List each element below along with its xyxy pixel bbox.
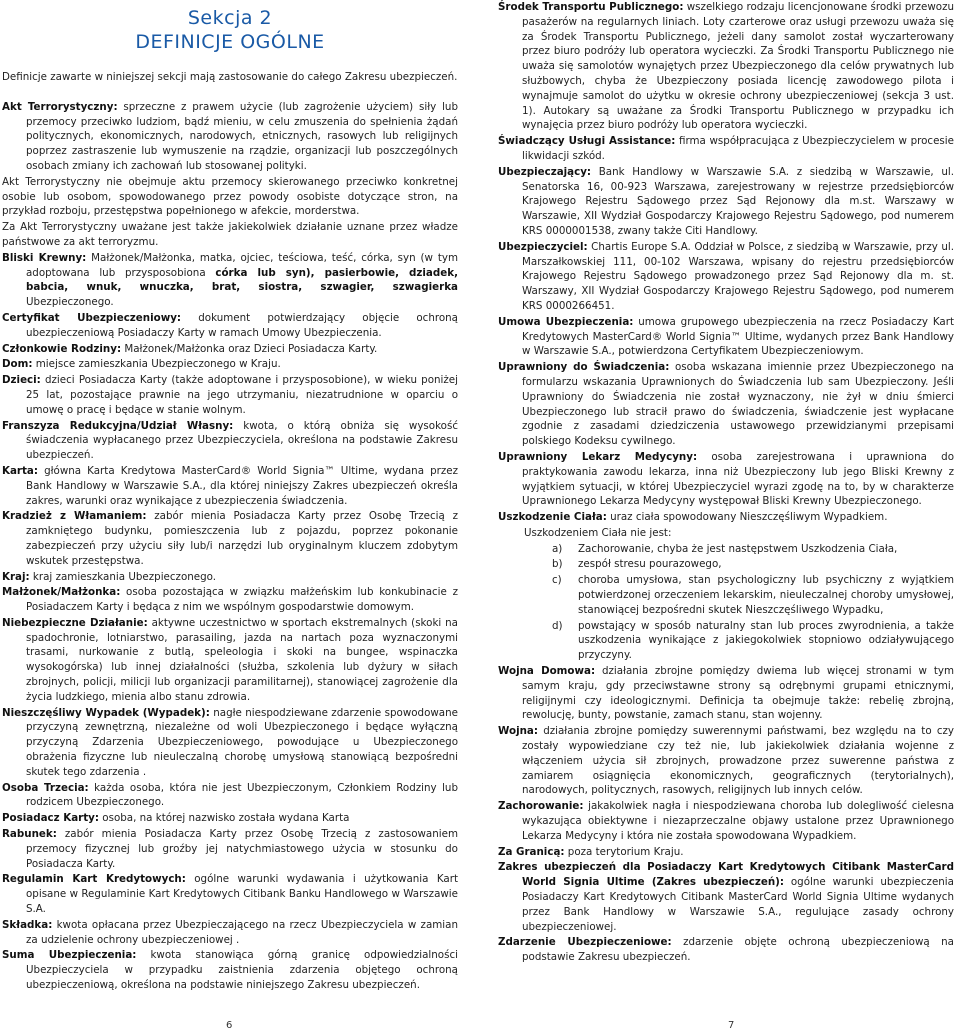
definition-term: Kradzież z Włamaniem: <box>2 510 147 523</box>
definition-term: Certyfikat Ubezpieczeniowy: <box>2 311 182 324</box>
definition-text: kwota opłacana przez Ubezpieczającego na rzecz Ubezpieczyciela w zamian za udzielenie ochrony ubezpieczeniowej . <box>26 918 458 946</box>
definition-item <box>2 509 458 568</box>
intro-paragraph: Definicje zawarte w niniejszej sekcji mają zastosowanie do całego Zakresu ubezpieczeń. <box>2 71 458 83</box>
definition-term: Małżonek/Małżonka: <box>2 586 121 599</box>
definition-item <box>498 724 954 798</box>
definition-text: Akt Terrorystyczny nie obejmuje aktu przemocy skierowanego przeciwko konkretnej osobie lub osobom, spowodowanego przez powody osobiste dotyczące stron, na przykład rozboju, przestępstwa popełnionego w afekcie, morderstwa. <box>2 175 458 218</box>
definition-term: Zdarzenie Ubezpieczeniowe: <box>498 936 672 949</box>
definition-item <box>2 342 458 357</box>
definition-text: Za Akt Terrorystyczny uważane jest także jakiekolwiek działanie uznane przez władze państwowe za akt terroryzmu. <box>2 221 458 248</box>
definition-term: Rabunek: <box>2 828 57 841</box>
definition-text: Chartis Europe S.A. Oddział w Polsce, z siedzibą w Warszawie, przy ul. Marszałkowskiej 111, 00-102 Warszawa, wpisany do rejestru przedsiębiorców Krajowego Rejestru Sądowego prowadzonego przez Sąd Rejonowy dla m. st. Warszawy, XII Wydział Gospodarczy Krajowego Rejestru Sądowego, pod numerem KRS 0000266451. <box>522 240 954 312</box>
definition-text: ogólne warunki wydawania i użytkowania Kart opisane w Regulaminie Kart Kredytowych Citibank Banku Handlowego w Warszawie S.A. <box>26 873 458 916</box>
definition-term: Niebezpieczne Działanie: <box>2 616 148 629</box>
definition-term: Ubezpieczający: <box>498 165 592 178</box>
definition-item <box>2 175 458 219</box>
definition-term: Uprawniony Lekarz Medycyny: <box>498 450 698 463</box>
definition-text: zdarzenie objęte ochroną ubezpieczeniową na podstawie Zakresu ubezpieczeń. <box>522 936 954 964</box>
definition-text: dokument potwierdzający objęcie ochroną ubezpieczeniową Posiadaczy Karty w ramach Umowy Ubezpieczenia. <box>26 311 458 339</box>
definition-term: Środek Transportu Publicznego: <box>498 1 684 13</box>
definition-term: Osoba Trzecia: <box>2 781 89 794</box>
definition-text: dzieci Posiadacza Karty (także adoptowane i przysposobione), w wieku poniżej 25 lat, pozostające prawnie na jego utrzymaniu, niezatrudnione w oparciu o umowę o pracę i będące w stanie wolnym. <box>26 374 458 416</box>
definition-text: firma współpracująca z Ubezpieczycielem w procesie likwidacji szkód. <box>522 135 954 162</box>
definition-item <box>2 419 458 463</box>
definition-item <box>2 781 458 811</box>
definition-item <box>498 315 954 359</box>
definition-text: ogólne warunki ubezpieczenia Posiadaczy Kart Kredytowych Citibank MasterCard World Signia Ultime wydanych przez Bank Handlowy w Warszawie S.A., regulujące zasady ochrony ubezpieczeniowej. <box>522 876 954 933</box>
definition-text: główna Karta Kredytowa MasterCard® World Signia™ Ultime, wydana przez Bank Handlowy w Warszawie S.A., dla której niniejszy Zakres ubezpieczeń określa zakres, warunki oraz wynikające z ubezpieczenia świadczenia. <box>26 464 458 507</box>
exclusion-item <box>524 542 954 557</box>
definition-item <box>498 664 954 723</box>
definition-text: nagłe niespodziewane zdarzenie spowodowane przyczyną zewnętrzną, niezależne od woli Ubezpieczonego i będące wyłączną przyczyną Zdarzenia Ubezpieczeniowego, powodujące u Ubezpieczonego obrażenia fizyczne lub nieuleczalną chorobę umysłową stanowiącą bezpośredni skutek tego zdarzenia . <box>26 706 458 778</box>
definition-text: zabór mienia Posiadacza Karty przez Osobę Trzecią z zamkniętego budynku, pomieszczenia lub z pojazdu, poprzez pokonanie zabezpieczeń przy użyciu siły lub/i narzędzi lub oryginalnym kluczem zdobytym wskutek przestępstwa. <box>26 510 458 567</box>
definition-term: Posiadacz Karty: <box>2 812 99 825</box>
definition-text: Małżonek/Małżonka, matka, ojciec, teściowa, teść, córka, syn (w tym adoptowana lub przysposobiona <box>26 251 458 279</box>
definition-term: Karta: <box>2 464 38 477</box>
definition-text: aktywne uczestnictwo w sportach ekstremalnych (skoki na spadochronie, lotniarstwo, parasailing, jazda na nartach poza wyznaczonymi trasami, nurkowanie z butlą, speleologia i skoki na bungee, wspinaczka wysokogórska) lub innej działalności (służba, szkolenia lub dyżury w siłach zbrojnych, policji, milicji lub organizacji paramilitarnej), stanowiącej zagrożenie dla życia ludzkiego, mienia albo stanu zdrowia. <box>26 616 458 703</box>
definition-text: każda osoba, która nie jest Ubezpieczonym, Członkiem Rodziny lub rodzicem Ubezpieczonego. <box>26 781 458 809</box>
definition-item <box>2 872 458 916</box>
definition-item <box>498 935 954 965</box>
right-definitions-2 <box>498 664 954 965</box>
exclusion-text: choroba umysłowa, stan psychologiczny lub psychiczny z wyjątkiem potwierdzonej orzeczeniem lekarskim, nieuleczalnej choroby umysłowej, stanowiącej bezpośredni skutek Nieszczęśliwego Wypadku, <box>578 574 954 616</box>
section-header <box>2 0 458 54</box>
definition-item <box>2 251 458 310</box>
definition-text: sprzeczne z prawem użycie (lub zagrożenie użyciem) siły lub przemocy przeciwko ludziom, bądź mieniu, w celu zmuszenia do spełnienia żądań politycznych, ekonomicznych, narodowych, etnicznych, rasowych lub religijnych poprzez zastraszenie lub wymuszenie na rządzie, organizacji lub poszczególnych osobach zmiany ich zachowań lub stosowanej polityki. <box>26 100 458 172</box>
definition-term: Dom: <box>2 358 33 371</box>
definition-item <box>2 311 458 341</box>
definition-term: Wojna: <box>498 725 538 738</box>
definition-text: osoba pozostająca w związku małżeńskim lub konkubinacie z Posiadaczem Karty i będąca z nim we wspólnym gospodarstwie domowym. <box>26 586 458 614</box>
definition-item <box>2 811 458 826</box>
definition-term: Uszkodzenie Ciała: <box>498 511 607 524</box>
definition-item <box>2 948 458 992</box>
definition-text: kraj zamieszkania Ubezpieczonego. <box>29 570 217 583</box>
exclusion-marker: c) <box>552 574 562 587</box>
definition-text: poza terytorium Kraju. <box>564 845 684 858</box>
exclusion-text: Zachorowanie, chyba że jest następstwem Uszkodzenia Ciała, <box>578 542 898 555</box>
page-number-left: 6 <box>226 1020 233 1031</box>
definition-term: Uprawniony do Świadczenia: <box>498 361 670 374</box>
definition-item <box>2 220 458 250</box>
definition-item <box>2 373 458 417</box>
definition-term: Franszyza Redukcyjna/Udział Własny: <box>2 419 234 432</box>
exclusion-text: powstający w sposób naturalny stan lub proces zwyrodnienia, a także uszkodzenia wynikające z jakiegokolwiek stopniowo odziaływującego przyczyny. <box>578 619 954 662</box>
page-number-right: 7 <box>728 1020 735 1031</box>
definition-item <box>498 165 954 239</box>
definition-item <box>498 0 954 133</box>
definition-term: Członkowie Rodziny: <box>2 342 122 355</box>
definition-item <box>498 510 954 525</box>
definition-term: Za Granicą: <box>498 845 565 858</box>
definition-term: Akt Terrorystyczny: <box>2 100 118 113</box>
definition-item <box>498 134 954 164</box>
definition-text: Małżonek/Małżonka oraz Dzieci Posiadacza Karty. <box>121 342 378 355</box>
exclusion-item <box>524 619 954 663</box>
definition-item <box>2 100 458 174</box>
definition-text: kwota stanowiąca górną granicę odpowiedzialności Ubezpieczyciela w przypadku zaistnienia zdarzenia objętego ochroną ubezpieczeniową, określona na podstawie niniejszego Zakresu ubezpieczeń. <box>26 949 458 992</box>
exclusion-marker: d) <box>552 619 563 632</box>
definition-text: uraz ciała spowodowany Nieszczęśliwym Wypadkiem. <box>606 511 888 524</box>
definition-item <box>2 918 458 948</box>
left-definitions <box>2 100 458 993</box>
uszkodzenie-exclusions <box>498 526 954 663</box>
exclusion-marker: a) <box>552 542 563 555</box>
definition-text-tail: Ubezpieczonego. <box>26 296 114 309</box>
definition-text: działania zbrojne pomiędzy suwerennymi państwami, bez względu na to czy zostały wypowiedziane czy też nie, lub jakiekolwiek działania wojenne z włączeniem użycia sił zbrojnych, prowadzone przez suwerenne państwa z zamiarem osiągnięcia ekonomicznych, geograficznych (terytorialnych), narodowych, politycznych, rasowych, religijnych lub innych celów. <box>522 725 954 797</box>
definition-text: zabór mienia Posiadacza Karty przez Osobę Trzecią z zastosowaniem przemocy fizycznej lub groźby jej natychmiastowego użycia w stosunku do Posiadacza Karty. <box>26 828 458 870</box>
definition-item <box>498 240 954 314</box>
definition-term: Nieszczęśliwy Wypadek (Wypadek): <box>2 706 210 719</box>
definition-term: Zachorowanie: <box>498 800 584 813</box>
definition-text: osoba, na której nazwisko została wydana Karta <box>99 812 350 825</box>
definition-item <box>2 706 458 780</box>
definition-text: osoba zarejestrowana i uprawniona do praktykowania zawodu lekarza, inna niż Ubezpieczony lub jego Bliski Krewny z wyjątkiem sytuacji, w której Ubezpieczyciel wyrazi zgodę na to, by w charakterze Uprawnionego Lekarza Medycyny występował Bliski Krewny Ubezpieczonego. <box>522 450 955 508</box>
definition-term: Umowa Ubezpieczenia: <box>498 315 634 328</box>
definition-text: Bank Handlowy w Warszawie S.A. z siedzibą w Warszawie, ul. Senatorska 16, 00-923 Warszawa, zarejestrowany w rejestrze przedsiębiorców Krajowego Rejestru Sądowego przez Sąd Rejonowy dla m.st. Warszawy w Warszawie, XII Wydział Gospodarczy Krajowego Rejestru Sądowego, pod numerem KRS 0000001538, zwany także Citi Handlowy. <box>522 165 954 237</box>
definition-term: Wojna Domowa: <box>498 665 596 678</box>
definition-term: Ubezpieczyciel: <box>498 240 588 253</box>
definition-item <box>498 360 954 449</box>
definition-text: kwota, o którą obniża się wysokość świadczenia wypłacanego przez Ubezpieczyciela, określona na podstawie Zakresu ubezpieczeń. <box>26 419 459 462</box>
right-column <box>498 0 954 966</box>
exclusion-item <box>524 557 954 572</box>
section-number: Sekcja 2 <box>187 7 273 29</box>
definition-item <box>498 860 954 934</box>
definition-text: wszelkiego rodzaju licencjonowane środki przewozu pasażerów na regularnych liniach. Loty czarterowe oraz usługi przewozu uważa się za Środek Transportu Publicznego, jeżeli dany samolot został wyczarterowany przez biuro podróży lub operatora wycieczki. Za Środki Transportu Publicznego nie uważa się samolotów wynajętych przez Ubezpieczonego dla celów prywatnych lub służbowych, chyba że Ubezpieczony posiada licencję zawodowego pilota i wynajmuje samolot do użytku w okresie ochrony ubezpieczeniowej (sekcja 3 ust. 1). Autokary są uważane za Środki Transportu Publicznego w przypadku ich wynajęcia przez biuro podróży lub operatora wycieczki. <box>522 1 955 132</box>
exclusion-marker: b) <box>552 558 563 571</box>
exclusion-text: zespół stresu pourazowego, <box>578 558 722 571</box>
exclusion-item <box>524 573 954 617</box>
definition-text: umowa grupowego ubezpieczenia na rzecz Posiadaczy Kart Kredytowych MasterCard® World Signia™ Ultime, wydanych przez Bank Handlowy w Warszawie S.A., potwierdzona Certyfikatem Ubezpieczeniowym. <box>522 315 954 358</box>
definition-term: Składka: <box>2 918 53 931</box>
right-definitions <box>498 0 954 525</box>
definition-text: osoba wskazana imiennie przez Ubezpieczonego na formularzu wskazania Uprawnionych do Świadczenia lub sam Ubezpieczony. Jeśli Uprawniony do Świadczenia nie został wyznaczony, nie żył w dniu śmierci Ubezpieczonego lub stracił prawo do świadczenia, świadczenie jest wypłacane zgodnie z zasadami dziedziczenia ustawowego przewidzianymi przepisami polskiego Kodeksu cywilnego. <box>522 361 954 448</box>
definition-term: Bliski Krewny: <box>2 251 87 264</box>
exclusions-lead: Uszkodzeniem Ciała nie jest: <box>524 526 672 539</box>
definition-term: Zakres ubezpieczeń dla Posiadaczy Kart Kredytowych Citibank MasterCard World Signia Ultime (Zakres ubezpieczeń): <box>498 861 954 889</box>
definition-text: działania zbrojne pomiędzy dwiema lub więcej stronami w tym samym kraju, gdy przeciwstawne strony są odrębnymi grupami etnicznymi, religijnymi czy ideologicznymi. Definicja ta obejmuje także: rebelię zbrojną, rewolucję, bunty, powstanie, zamach stanu, stan wojenny. <box>522 665 954 722</box>
definition-term: Dzieci: <box>2 374 41 387</box>
definition-text: miejsce zamieszkania Ubezpieczonego w Kraju. <box>32 358 281 371</box>
definition-emphasis: córka lub syn), pasierbowie, dziadek, babcia, wnuk, wnuczka, brat, siostra, szwagier, szwagierka <box>26 266 458 294</box>
definition-item <box>498 845 954 860</box>
definition-text: jakakolwiek nagła i niespodziewana choroba lub dolegliwość cielesna wykazująca obiektywne i niezaprzeczalne objawy ustalone przez Uprawnionego Lekarza Medycyny i która nie została spowodowana Wypadkiem. <box>522 800 954 842</box>
definition-item <box>2 357 458 372</box>
left-column <box>2 0 458 994</box>
definition-term: Suma Ubezpieczenia: <box>2 949 137 962</box>
section-title: DEFINICJE OGÓLNE <box>135 31 325 53</box>
definition-item <box>498 450 954 509</box>
definition-item <box>2 570 458 585</box>
definition-item <box>2 827 458 871</box>
definition-item <box>2 616 458 705</box>
definition-term: Świadczący Usługi Assistance: <box>498 135 676 148</box>
definition-term: Regulamin Kart Kredytowych: <box>2 873 186 886</box>
definition-item <box>2 464 458 508</box>
definition-item <box>2 585 458 615</box>
definition-item <box>498 799 954 843</box>
definition-term: Kraj: <box>2 570 30 583</box>
